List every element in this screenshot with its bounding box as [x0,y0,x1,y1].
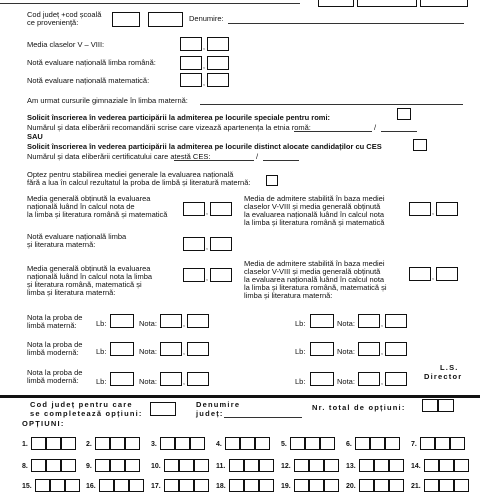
option-code-box[interactable] [324,479,339,492]
mother-grade2-int[interactable] [358,314,380,328]
option-number: 6. [346,441,352,448]
roma-checkbox[interactable] [397,108,411,120]
mother-tongue-courses-line[interactable] [200,104,463,105]
option-code-box[interactable] [454,479,469,492]
option-code-box[interactable] [389,459,404,472]
option-code-box[interactable] [179,459,194,472]
modern2-grade2-int[interactable] [358,372,380,386]
top-code-box[interactable] [318,0,354,7]
modern2-grade-int[interactable] [160,372,182,386]
ls-label: L.S. [440,363,459,372]
romanian-eval-int[interactable] [180,56,202,70]
top-code-box-3[interactable] [420,0,468,7]
right-adm2-4: la limba și literatura română, matematică și [244,283,387,292]
option-code-box[interactable] [99,479,114,492]
option-code-box[interactable] [50,479,65,492]
right-adm-1: Media de admitere stabilită în baza mediei [244,194,385,203]
or-label: SAU [27,132,43,141]
option-code-box[interactable] [65,479,80,492]
option-code-box[interactable] [110,459,125,472]
option-code-box[interactable] [389,479,404,492]
option-code-box[interactable] [439,459,454,472]
option-number: 10. [151,463,161,470]
option-code-box[interactable] [164,459,179,472]
director-label: Director [424,372,463,381]
option-code-box[interactable] [129,479,144,492]
left-avg2-1: Media generală obținută la evaluarea [27,264,151,273]
option-code-box[interactable] [259,459,274,472]
option-code-box[interactable] [309,479,324,492]
nota-label: Nota: [139,347,157,356]
option-number: 8. [22,463,28,470]
option-code-box[interactable] [374,459,389,472]
top-code-box-2[interactable] [357,0,417,7]
mother-tongue-courses-label: Am urmat cursurile gimnaziale în limba maternă: [27,96,188,105]
option-code-box[interactable] [31,437,46,450]
county-code-box[interactable] [112,12,140,27]
option-number: 19. [281,483,291,490]
romanian-eval-dec[interactable] [207,56,229,70]
modern2-lang-box-2[interactable] [310,372,334,386]
option-code-box[interactable] [35,479,50,492]
right-adm2-3: la evaluarea națională luând în calcul nota [244,275,385,284]
roma-date-line[interactable] [381,131,417,132]
option-number: 21. [411,483,421,490]
option-code-box[interactable] [194,479,209,492]
option-code-box[interactable] [454,459,469,472]
option-code-box[interactable] [439,479,454,492]
nota-label: Nota: [337,319,355,328]
school-code-box[interactable] [148,12,183,27]
option-code-box[interactable] [175,437,190,450]
top-field-line [0,3,300,4]
right-adm2-2: claselor V-VIII și media generală obținută [244,267,381,276]
option-code-box[interactable] [61,437,76,450]
option-code-box[interactable] [374,479,389,492]
right-adm2-1: Media de admitere stabilită în baza mediei [244,259,385,268]
option-code-box[interactable] [229,459,244,472]
option-code-box[interactable] [46,437,61,450]
modern-lang-box-2[interactable] [310,342,334,356]
roma-title: Solicit înscrierea în vederea participării la admiterea pe locurile speciale pentru romi: [27,113,331,122]
lit-eval-2: și literatura maternă: [27,240,96,249]
option-code-box[interactable] [125,459,140,472]
modern2-lang-box[interactable] [110,372,134,386]
math-eval-dec[interactable] [207,73,229,87]
roma-slash: / [374,123,377,132]
school-name-label: Denumire: [189,14,224,23]
left-avg-int[interactable] [183,202,205,216]
lit-eval-int[interactable] [183,237,205,251]
left-avg-2: națională luând în calcul nota de [27,202,135,211]
option-code-box[interactable] [95,437,110,450]
option-code-box[interactable] [324,459,339,472]
left-avg-1: Media generală obținută la evaluarea [27,194,151,203]
option-code-box[interactable] [110,437,125,450]
option-number: 4. [216,441,222,448]
option-code-box[interactable] [229,479,244,492]
option-code-box[interactable] [240,437,255,450]
right-adm2-dec[interactable] [436,267,458,281]
right-adm-int[interactable] [409,202,431,216]
county-code-box[interactable] [150,402,176,416]
county-name-label-2: județ: [196,409,224,418]
option-line-1: Optez pentru stabilirea mediei generale la evaluarea națională [27,170,234,179]
mother-exam-label-2: limbă maternă: [27,321,77,330]
admission-form: Cod județ +cod școală ce provenienţă: Denumire: Media claselor V – VIII: , Notă evaluare națională limba română: , Notă evaluare națională matematică: , Am urmat cursurile gimnaziale în limba maternă: Solicit înscrierea în vederea participării la admiterea pe locurile speciale pentru romi: Numărul și data eliberării recomandării scrise care vizează apartenența la etnia romă: / SAU Solicit înscrierea în vederea participării la admiterea pe locurile distinct alocate candidaților cu CES Numărul și data eliberării certificatului care atestă CES: / Optez pentru stabilirea mediei generale la evaluarea națională fără a lua în calcul rezultatul la proba de limbă și literatură maternă: Media generală obținută la evaluarea națională luând în calcul nota de la limba și literatura română și matematică , Media de admitere stabilită în baza mediei claselor V-VIII și media generală obținută la evaluarea națională luând în calcul nota la limba și literatura română și matematică , Notă evaluare națională limba și literatura maternă: , Media generală obținută la evaluarea națională luând în calcul nota la limba și literatura română, matematică și limba și literatura maternă: , Media de admitere stabilită în baza mediei claselor V-VIII și media generală obținută la evaluarea națională luând în calcul nota la limba și literatura română, matematică și limba și literatura maternă: , Nota la proba de limbă maternă: Lb: Nota: , Lb: Nota: , Nota la proba de limbă modernă: Lb: Nota: , Lb: Nota: , Nota la proba de limbă modernă: Lb: Nota: , Lb: Nota: , L.S. Director Cod județ pentru care se completează opțiuni: Denumire județ: Nr. total de opțiuni: OPȚIUNI: 1. 2. 3. 4. 5. 6. 7. 8. 9. 10. 11. 12. 13. 14. 15. 16. 17. 18. 19. 20. 21. [0,0,480,480]
option-code-box[interactable] [164,479,179,492]
option-code-box[interactable] [290,437,305,450]
right-adm2-int[interactable] [409,267,431,281]
math-eval-int[interactable] [180,73,202,87]
option-code-box[interactable] [160,437,175,450]
modern-grade-dec[interactable] [187,342,209,356]
option-code-box[interactable] [320,437,335,450]
modern2-exam-label-1: Nota la proba de [27,368,83,377]
modern-grade-int[interactable] [160,342,182,356]
lb-label: Lb: [96,377,107,386]
left-avg2-dec[interactable] [210,268,232,282]
option-code-box[interactable] [95,459,110,472]
roma-detail: Numărul și data eliberării recomandării scrise care vizează apartenența la etnia romă: [27,123,311,132]
mother-grade-int[interactable] [160,314,182,328]
lit-eval-1: Notă evaluare națională limba [27,232,127,241]
option-code-box[interactable] [31,459,46,472]
school-code-label-2: ce provenienţă: [27,18,79,27]
modern2-exam-label-2: limbă modernă: [27,376,79,385]
option-number: 11. [216,463,226,470]
option-code-box[interactable] [450,437,465,450]
county-code-label-2: se completează opțiuni: [30,409,143,418]
option-number: 9. [86,463,92,470]
option-code-box[interactable] [435,437,450,450]
county-name-line[interactable] [224,417,302,418]
school-name-line[interactable] [228,23,464,24]
option-code-box[interactable] [359,479,374,492]
option-number: 18. [216,483,226,490]
lb-label: Lb: [96,347,107,356]
left-avg-dec[interactable] [210,202,232,216]
avg-v-viii-dec[interactable] [207,37,229,51]
option-code-box[interactable] [294,459,309,472]
options-title: OPȚIUNI: [22,419,65,428]
left-avg2-3: și literatura română, matematică și [27,280,142,289]
modern-grade2-int[interactable] [358,342,380,356]
right-adm-4: la limba și literatura română și matematică [244,218,385,227]
nota-label: Nota: [139,377,157,386]
option-code-box[interactable] [309,459,324,472]
option-number: 20. [346,483,356,490]
total-options-box-1[interactable] [422,399,438,412]
option-number: 5. [281,441,287,448]
right-adm-3: la evaluarea națională luând în calcul nota [244,210,385,219]
option-code-box[interactable] [420,437,435,450]
total-options-box-2[interactable] [438,399,454,412]
option-code-box[interactable] [359,459,374,472]
option-number: 16. [86,483,96,490]
option-code-box[interactable] [305,437,320,450]
modern-lang-box[interactable] [110,342,134,356]
option-code-box[interactable] [355,437,370,450]
ces-slash: / [256,152,259,161]
lb-label: Lb: [96,319,107,328]
ces-detail: Numărul și data eliberării certificatului care atestă CES: [27,152,211,161]
ces-date-line[interactable] [263,160,299,161]
right-adm-dec[interactable] [436,202,458,216]
romanian-eval-label: Notă evaluare națională limba română: [27,58,156,67]
ces-number-line[interactable] [174,160,254,161]
option-code-box[interactable] [244,459,259,472]
option-number: 7. [411,441,417,448]
left-avg2-int[interactable] [183,268,205,282]
mother-exam-label-1: Nota la proba de [27,313,83,322]
option-code-box[interactable] [125,437,140,450]
lb-label: Lb: [295,377,306,386]
modern-exam-label-1: Nota la proba de [27,340,83,349]
option-code-box[interactable] [370,437,385,450]
option-number: 1. [22,441,28,448]
option-code-box[interactable] [179,479,194,492]
option-number: 2. [86,441,92,448]
right-adm-2: claselor V-VIII și media generală obținută [244,202,381,211]
option-code-box[interactable] [61,459,76,472]
county-name-label-1: Denumire [196,400,241,409]
right-adm2-5: limba și literatura maternă: [244,291,333,300]
option-checkbox[interactable] [266,175,278,186]
mother-grade-dec[interactable] [187,314,209,328]
mother-grade2-dec[interactable] [385,314,407,328]
option-code-box[interactable] [385,437,400,450]
option-code-box[interactable] [194,459,209,472]
modern2-grade-dec[interactable] [187,372,209,386]
nota-label: Nota: [139,319,157,328]
lb-label: Lb: [295,319,306,328]
option-number: 3. [151,441,157,448]
option-code-box[interactable] [244,479,259,492]
modern2-grade2-dec[interactable] [385,372,407,386]
option-number: 17. [151,483,161,490]
option-code-box[interactable] [46,459,61,472]
option-code-box[interactable] [190,437,205,450]
lit-eval-dec[interactable] [210,237,232,251]
county-code-label-1: Cod județ pentru care [30,400,133,409]
option-code-box[interactable] [424,459,439,472]
avg-v-viii-label: Media claselor V – VIII: [27,40,105,49]
option-number: 13. [346,463,356,470]
math-eval-label: Notă evaluare națională matematică: [27,76,150,85]
option-line-2: fără a lua în calcul rezultatul la proba de limbă și literatură maternă: [27,178,251,187]
nota-label: Nota: [337,377,355,386]
left-avg-3: la limba și literatura română și matematică [27,210,168,219]
option-number: 15. [22,483,32,490]
modern-exam-label-2: limbă modernă: [27,348,79,357]
option-code-box[interactable] [255,437,270,450]
option-code-box[interactable] [114,479,129,492]
total-options-label: Nr. total de opțiuni: [312,403,406,412]
option-number: 12. [281,463,291,470]
option-number: 14. [411,463,421,470]
modern-grade2-dec[interactable] [385,342,407,356]
option-code-box[interactable] [294,479,309,492]
section-separator [0,395,480,398]
option-code-box[interactable] [424,479,439,492]
left-avg2-2: națională luând în calcul nota la limba [27,272,153,281]
option-code-box[interactable] [225,437,240,450]
nota-label: Nota: [337,347,355,356]
ces-checkbox[interactable] [413,139,427,151]
option-code-box[interactable] [259,479,274,492]
ces-title: Solicit înscrierea în vederea participării la admiterea pe locurile distinct alocate candidaților cu CES [27,142,382,151]
mother-lang-box-2[interactable] [310,314,334,328]
school-code-label-1: Cod județ +cod școală [27,10,102,19]
left-avg2-4: limba și literatura maternă: [27,288,116,297]
roma-number-line[interactable] [294,131,372,132]
lb-label: Lb: [295,347,306,356]
mother-lang-box[interactable] [110,314,134,328]
avg-v-viii-int[interactable] [180,37,202,51]
